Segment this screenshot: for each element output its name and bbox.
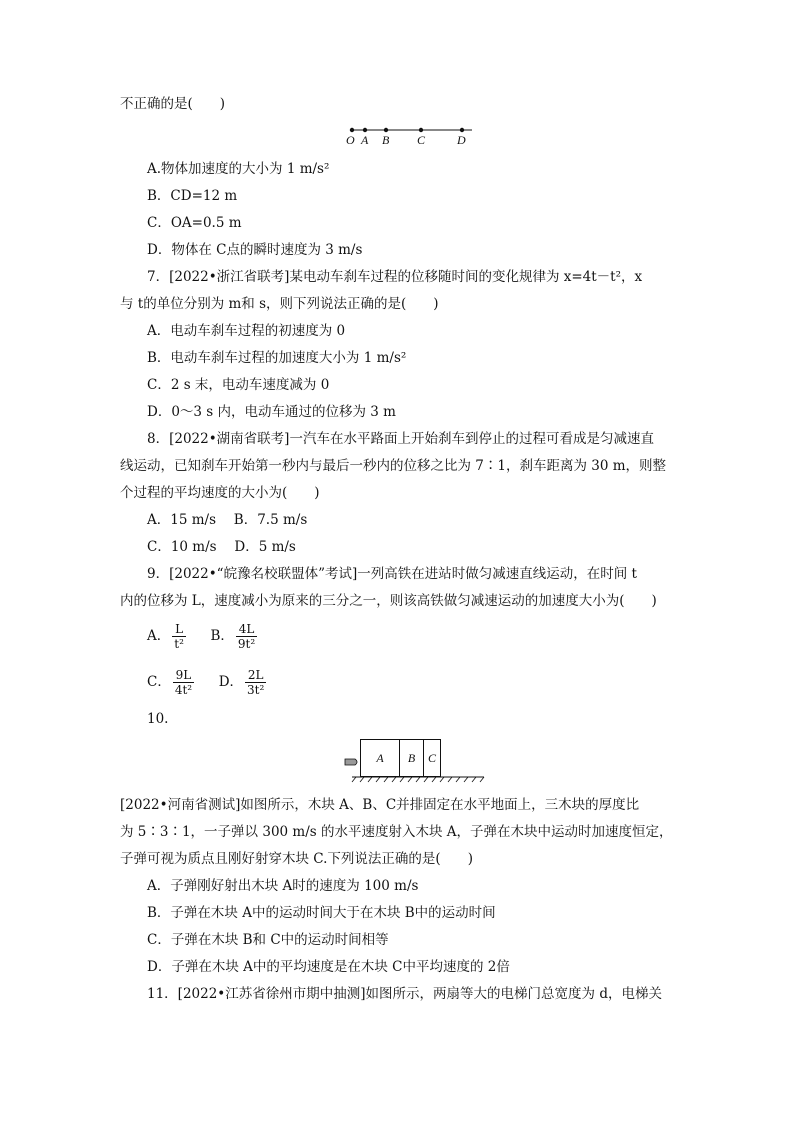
q6-option-c: C．OA=0.5 m — [147, 215, 242, 231]
label-a: A — [361, 133, 369, 147]
point-c — [419, 128, 423, 132]
block-c: C — [423, 739, 441, 777]
q9-option-b-label: B． — [210, 628, 234, 644]
question-stem-tail: 不正确的是( ) — [120, 96, 226, 112]
q9-option-b-fraction — [236, 622, 257, 651]
q7-option-c: C．2 s 末，电动车速度减为 0 — [147, 377, 330, 393]
q6-option-d: D．物体在 C点的瞬时速度为 3 m/s — [147, 242, 363, 258]
q10-option-a: A．子弹刚好射出木块 A时的速度为 100 m/s — [147, 878, 419, 894]
bullet-blocks-figure — [338, 738, 488, 784]
label-c: C — [417, 133, 426, 147]
point-o — [350, 128, 354, 132]
number-line-figure — [340, 122, 480, 152]
q10-stem-line2: 为 5∶3∶1，一子弹以 300 m/s 的水平速度射入木块 A，子弹在木块中运动时加速度恒定， — [120, 824, 673, 840]
fraction-denominator: 4t² — [174, 683, 193, 697]
fraction-numerator: L — [172, 622, 186, 637]
q8-options-cd: C．10 m/s D．5 m/s — [147, 539, 296, 555]
point-a — [363, 128, 367, 132]
label-d: D — [457, 133, 466, 147]
q8-stem-line2: 线运动，已知刹车开始第一秒内与最后一秒内的位移之比为 7∶1，刹车距离为 30 m，则整 — [120, 458, 667, 474]
label-o: O — [346, 133, 355, 147]
q9-option-c-fraction — [173, 668, 194, 697]
bullet-icon — [345, 759, 357, 765]
fraction-denominator: 9t² — [237, 637, 256, 651]
q7-option-b: B．电动车刹车过程的加速度大小为 1 m/s² — [147, 350, 407, 366]
fraction-denominator: t² — [174, 637, 184, 651]
q8-stem-line3: 个过程的平均速度的大小为( ) — [120, 485, 320, 501]
q10-stem-line1: [2022•河南省测试]如图所示，木块 A、B、C并排固定在水平地面上，三木块的厚度比 — [120, 797, 640, 813]
point-d — [460, 128, 464, 132]
q9-stem-line1: 9．[2022•“皖豫名校联盟体”考试]一列高铁在进站时做匀减速直线运动，在时间 t — [147, 566, 637, 582]
q9-option-a-label: A． — [147, 628, 171, 644]
q10-number: 10. — [147, 711, 169, 727]
fraction-numerator: 9L — [173, 668, 194, 683]
q7-option-d: D．0～3 s 内，电动车通过的位移为 3 m — [147, 404, 396, 420]
label-b: B — [382, 133, 390, 147]
q10-option-b: B．子弹在木块 A中的运动时间大于在木块 B中的运动时间 — [147, 905, 496, 921]
q10-option-c: C．子弹在木块 B和 C中的运动时间相等 — [147, 932, 389, 948]
q9-options-cd — [147, 668, 268, 697]
q8-stem-line1: 8．[2022•湖南省联考]一汽车在水平路面上开始刹车到停止的过程可看成是匀减速直 — [147, 431, 654, 447]
q10-option-d: D．子弹在木块 A中的平均速度是在木块 C中平均速度的 2倍 — [147, 959, 510, 975]
q9-option-d-fraction — [245, 668, 266, 697]
fraction-denominator: 3t² — [247, 683, 265, 697]
point-b — [384, 128, 388, 132]
q9-stem-line2: 内的位移为 L，速度减小为原来的三分之一，则该高铁做匀减速运动的加速度大小为( ) — [120, 593, 657, 609]
q7-stem-line2: 与 t的单位分别为 m和 s，则下列说法正确的是( ) — [120, 296, 439, 312]
block-a: A — [360, 739, 400, 777]
q6-option-b: B．CD=12 m — [147, 188, 238, 204]
q9-option-a-fraction — [172, 622, 186, 651]
fraction-numerator: 4L — [236, 622, 257, 637]
q11-stem-line1: 11．[2022•江苏省徐州市期中抽测]如图所示，两扇等大的电梯门总宽度为 d，电梯关 — [147, 986, 662, 1002]
q9-options-ab — [147, 622, 259, 651]
q10-stem-line3: 子弹可视为质点且刚好射穿木块 C.下列说法正确的是( ) — [120, 851, 473, 867]
q6-option-a: A.物体加速度的大小为 1 m/s² — [147, 161, 330, 177]
q9-option-d-label: D． — [218, 674, 244, 690]
q9-option-c-label: C． — [147, 674, 171, 690]
q7-stem-line1: 7．[2022•浙江省联考]某电动车刹车过程的位移随时间的变化规律为 x=4t－t²，x — [147, 269, 643, 285]
fraction-numerator: 2L — [245, 668, 266, 683]
q7-option-a: A．电动车刹车过程的初速度为 0 — [147, 323, 346, 339]
block-b: B — [399, 739, 424, 777]
q8-options-ab: A．15 m/s B．7.5 m/s — [147, 512, 308, 528]
